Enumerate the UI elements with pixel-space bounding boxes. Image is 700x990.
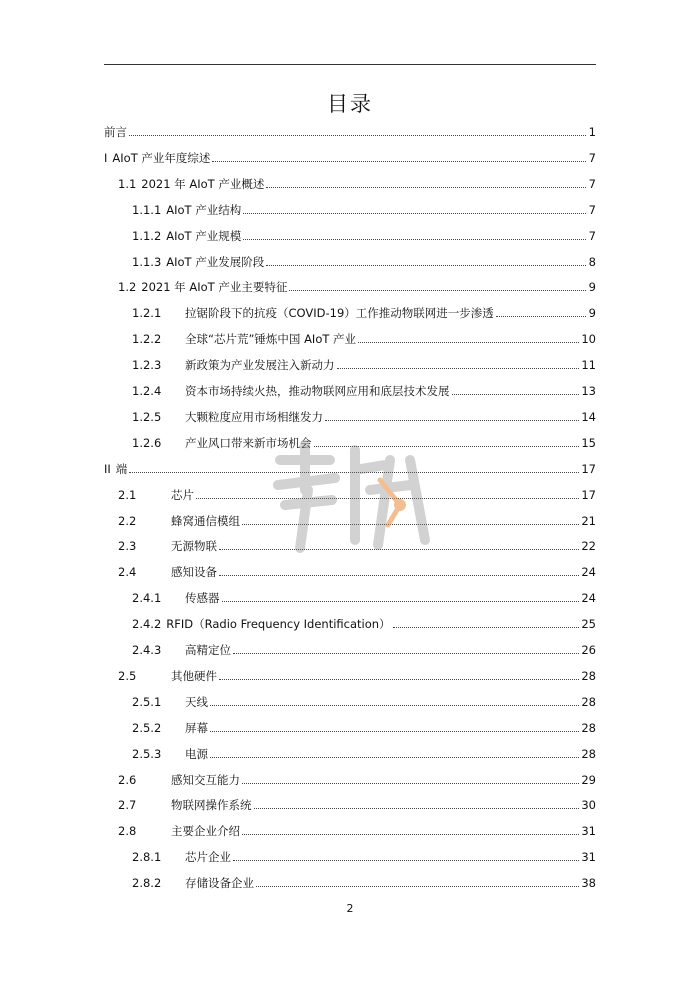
toc-entry-text: AIoT 产业规模 <box>166 228 242 243</box>
toc-entry-page: 31 <box>581 824 596 839</box>
page-title: 目录 <box>327 92 373 116</box>
toc-entry[interactable] <box>104 742 596 762</box>
toc-entry[interactable] <box>104 586 596 606</box>
toc-entry-text: 大颗粒度应用市场相继发力 <box>185 409 323 424</box>
dot-leader <box>393 627 580 628</box>
page-number: 2 <box>346 902 354 915</box>
toc-entry-number: 2.4.2 <box>132 617 162 632</box>
toc-entry-text: 芯片 <box>171 487 194 502</box>
toc-entry-number: 2.4 <box>118 565 137 580</box>
toc-entry-page: 8 <box>588 254 596 269</box>
toc-entry-number: 2.5.2 <box>132 720 162 735</box>
toc-entry-label <box>118 487 194 503</box>
dot-leader <box>210 757 579 758</box>
toc-entry-label <box>132 875 254 891</box>
toc-entry-text: 天线 <box>185 694 208 709</box>
dot-leader <box>222 601 580 602</box>
toc-entry-label <box>132 202 241 218</box>
toc-entry-label <box>104 461 127 477</box>
toc-entry-text: 拉锯阶段下的抗疫（COVID-19）工作推动物联网进一步渗透 <box>185 306 494 321</box>
dot-leader <box>266 187 586 188</box>
toc-entry-page: 1 <box>588 125 596 139</box>
toc-entry-text: 2021 年 AIoT 产业主要特征 <box>141 280 288 295</box>
toc-entry-label <box>132 331 356 347</box>
dot-leader <box>496 316 586 317</box>
toc-entry-text: 其他硬件 <box>171 668 217 683</box>
toc-entry-page: 28 <box>581 668 596 683</box>
toc-entry[interactable] <box>104 716 596 736</box>
toc-entry-page: 38 <box>581 876 596 891</box>
toc-entry-number: 2.3 <box>118 539 137 554</box>
toc-entry-number: 1.2 <box>118 280 137 295</box>
toc-entry-text: 资本市场持续火热，推动物联网应用和底层技术发展 <box>185 384 450 398</box>
toc-entry-page: 24 <box>581 591 596 606</box>
dot-leader <box>243 213 586 214</box>
toc-entry-label <box>118 176 264 192</box>
toc-entry-number: 1.1.3 <box>132 254 162 269</box>
toc-entry-number: 2.4.3 <box>132 643 162 657</box>
toc-entry-text: 电源 <box>185 746 208 761</box>
toc-entry-label <box>132 616 391 632</box>
toc-entry-page: 7 <box>588 176 596 191</box>
toc-entry[interactable] <box>104 612 596 632</box>
dot-leader <box>210 731 579 732</box>
toc-entry-number: 2.7 <box>118 798 137 813</box>
toc-entry-text: 新政策为产业发展注入新动力 <box>185 358 335 373</box>
toc-entry[interactable] <box>104 768 596 788</box>
toc-entry-label <box>132 694 208 710</box>
toc-entry-number: 1.2.1 <box>132 306 162 321</box>
toc-entry[interactable] <box>104 793 596 813</box>
toc-entry-page: 7 <box>588 228 596 243</box>
toc-entry-page: 28 <box>581 746 596 761</box>
toc-entry[interactable] <box>104 560 596 580</box>
toc-entry-text: 产业风口带来新市场机会 <box>185 435 312 450</box>
toc-entry-page: 29 <box>581 772 596 787</box>
toc-entry-number: 2.5.3 <box>132 746 162 761</box>
toc-entry-page: 31 <box>581 850 596 865</box>
dot-leader <box>233 653 579 654</box>
toc-entry-text: AIoT 产业年度综述 <box>112 150 211 165</box>
header-rule <box>104 64 596 65</box>
toc-entry-text: 屏幕 <box>185 720 208 735</box>
toc-entry[interactable] <box>104 120 596 140</box>
dot-leader <box>129 135 586 136</box>
toc-entry[interactable] <box>104 664 596 684</box>
dot-leader <box>242 783 579 784</box>
toc-entry-label <box>132 383 450 399</box>
dot-leader <box>337 368 580 369</box>
toc-entry-label <box>104 124 127 140</box>
dot-leader <box>266 265 586 266</box>
toc-entry-label <box>118 538 217 554</box>
toc-entry-label <box>118 513 240 529</box>
toc-entry-page: 24 <box>581 565 596 580</box>
toc-entry-number: 2.5 <box>118 668 137 683</box>
toc-entry-text: RFID（Radio Frequency Identification） <box>166 617 391 632</box>
toc-entry-text: 芯片企业 <box>185 850 231 865</box>
toc-entry-page: 9 <box>588 306 596 321</box>
toc-entry[interactable] <box>104 198 596 218</box>
toc-entry-page: 13 <box>581 384 596 398</box>
toc-entry[interactable] <box>104 690 596 710</box>
dot-leader <box>219 679 579 680</box>
toc-entry-text: 2021 年 AIoT 产业概述 <box>141 176 265 191</box>
dot-leader <box>358 342 579 343</box>
toc-entry-label <box>118 823 240 839</box>
toc-entry-number: 1.2.4 <box>132 384 162 398</box>
toc-entry-page: 11 <box>581 358 596 373</box>
toc-entry-label <box>132 305 494 321</box>
toc-entry-page: 15 <box>581 435 596 450</box>
toc-entry-number: 1.1 <box>118 176 137 191</box>
toc-entry-label <box>132 357 335 373</box>
toc-entry[interactable] <box>104 172 596 192</box>
toc-entry-text: 高精定位 <box>185 643 231 657</box>
toc-entry-label <box>132 590 220 606</box>
toc-entry-label <box>104 150 210 166</box>
toc-entry-number: 2.5.1 <box>132 694 162 709</box>
toc-entry-label <box>118 668 217 684</box>
dot-leader <box>325 420 579 421</box>
toc-entry-number: 1.1.2 <box>132 228 162 243</box>
dot-leader <box>289 290 586 291</box>
toc-entry-number: 2.2 <box>118 513 137 528</box>
toc-entry-number: 2.1 <box>118 487 137 502</box>
toc-entry[interactable] <box>104 301 596 321</box>
toc-entry-text: 存储设备企业 <box>185 876 254 891</box>
toc-entry-text: 全球“芯片荒”锤炼中国 AIoT 产业 <box>185 332 357 347</box>
dot-leader <box>256 886 579 887</box>
toc-entry[interactable] <box>104 845 596 865</box>
toc-entry-number: 1.2.5 <box>132 409 162 424</box>
dot-leader <box>212 161 586 162</box>
toc-entry[interactable] <box>104 353 596 373</box>
toc-entry-label <box>132 642 231 658</box>
toc-entry-label <box>132 746 208 762</box>
toc-entry-page: 17 <box>581 487 596 502</box>
toc-entry-page: 28 <box>581 720 596 735</box>
dot-leader <box>243 239 586 240</box>
toc-entry-label <box>132 849 231 865</box>
toc-entry[interactable] <box>104 327 596 347</box>
toc-entry-label <box>118 772 240 788</box>
toc-entry-text: 蜂窝通信模组 <box>171 513 240 528</box>
toc-entry-label <box>118 279 287 295</box>
toc-entry[interactable] <box>104 379 596 399</box>
toc-entry-text: 物联网操作系统 <box>171 798 252 813</box>
toc-entry-label <box>132 409 323 425</box>
toc-entry-page: 7 <box>588 150 596 165</box>
toc-entry-page: 26 <box>581 643 596 657</box>
toc-entry[interactable] <box>104 224 596 244</box>
toc-entry-page: 21 <box>581 513 596 528</box>
dot-leader <box>452 394 580 395</box>
toc-entry-text: AIoT 产业结构 <box>166 202 242 217</box>
toc-entry-page: 10 <box>581 332 596 347</box>
toc-entry-number: II <box>104 461 111 476</box>
toc-entry-label <box>132 254 264 270</box>
toc-entry-number: 2.6 <box>118 772 137 787</box>
toc-entry[interactable] <box>104 405 596 425</box>
toc-entry-number: 2.8 <box>118 824 137 839</box>
toc-entry[interactable] <box>104 871 596 891</box>
toc-entry[interactable] <box>104 275 596 295</box>
dot-leader <box>210 705 579 706</box>
toc-entry[interactable] <box>104 638 596 658</box>
toc-entry-page: 30 <box>581 798 596 813</box>
toc-entry[interactable] <box>104 819 596 839</box>
toc-entry-number: 1.2.3 <box>132 358 162 373</box>
toc-entry-page: 28 <box>581 694 596 709</box>
toc-entry-text: 感知设备 <box>171 565 217 580</box>
toc-entry-text: 无源物联 <box>171 539 217 554</box>
toc-entry-label <box>132 228 241 244</box>
toc-entry-number: 2.8.2 <box>132 876 162 891</box>
toc-entry[interactable] <box>104 250 596 270</box>
toc-entry-text: 传感器 <box>185 591 220 606</box>
toc-entry-number: I <box>104 150 108 165</box>
toc-entry-text: 主要企业介绍 <box>171 824 240 839</box>
toc-entry-page: 17 <box>581 461 596 476</box>
toc-entry-number: 2.8.1 <box>132 850 162 865</box>
watermark-logo <box>260 430 440 560</box>
toc-entry-number: 1.1.1 <box>132 202 162 217</box>
dot-leader <box>233 860 579 861</box>
toc-entry-page: 7 <box>588 202 596 217</box>
toc-entry[interactable] <box>104 146 596 166</box>
toc-entry-text: 前言 <box>104 125 127 139</box>
dot-leader <box>242 834 579 835</box>
toc-entry-text: AIoT 产业发展阶段 <box>166 254 265 269</box>
toc-entry-label <box>132 720 208 736</box>
toc-entry-page: 22 <box>581 539 596 554</box>
toc-entry-number: 2.4.1 <box>132 591 162 606</box>
toc-entry-text: 端 <box>115 461 128 476</box>
toc-entry-text: 感知交互能力 <box>171 772 240 787</box>
toc-entry-page: 9 <box>588 280 596 295</box>
toc-entry-page: 14 <box>581 409 596 424</box>
dot-leader <box>219 575 579 576</box>
dot-leader <box>254 808 580 809</box>
toc-entry-number: 1.2.6 <box>132 435 162 450</box>
toc-entry-page: 25 <box>581 617 596 632</box>
toc-entry-number: 1.2.2 <box>132 332 162 347</box>
toc-entry-label <box>118 564 217 580</box>
toc-entry-label <box>118 797 252 813</box>
